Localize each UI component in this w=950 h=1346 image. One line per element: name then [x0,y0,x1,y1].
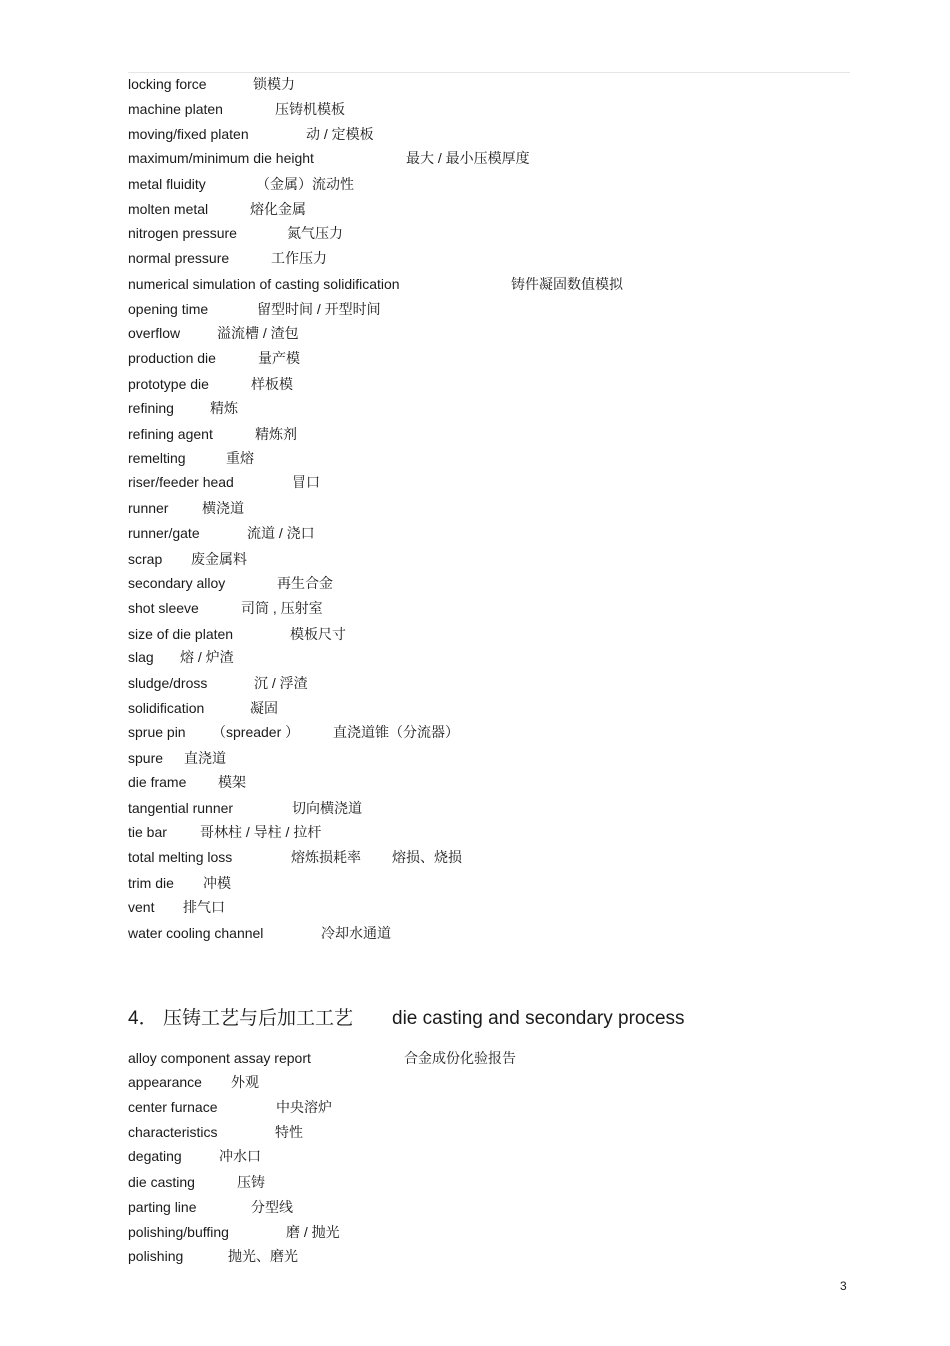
term-en: solidification [128,700,205,716]
term-zh: 冷却水通道 [321,925,391,941]
term-zh: 铸件凝固数值模拟 [511,276,623,292]
term-en: machine platen [128,101,223,117]
term-en: production die [128,350,216,366]
term-zh: 氮气压力 [287,225,343,241]
term-zh: 司筒 , 压射室 [241,600,323,616]
term-zh: 中央溶炉 [276,1099,332,1115]
term-en: moving/fixed platen [128,126,249,142]
term-zh: 合金成份化验报告 [404,1050,516,1066]
term-zh: 抛光、磨光 [228,1248,298,1264]
term-zh: 熔炼损耗率 [291,849,361,865]
term-zh: 切向横浇道 [292,800,362,816]
section-title-en: die casting and secondary process [392,1008,685,1029]
term-zh-alt: 熔损、烧损 [392,849,462,865]
term-aside: （spreader ） [212,724,300,740]
term-en: die casting [128,1174,195,1190]
term-en: prototype die [128,376,209,392]
term-zh: 凝固 [250,700,278,716]
term-en: polishing [128,1248,184,1264]
term-zh: 重熔 [226,450,254,466]
term-zh: 哥林柱 / 导柱 / 拉杆 [200,824,322,840]
term-zh: 留型时间 / 开型时间 [257,301,381,317]
term-zh: 排气口 [183,899,225,915]
term-zh: 熔化金属 [250,201,306,217]
term-en: normal pressure [128,250,230,266]
term-zh: 分型线 [251,1199,293,1215]
term-en: runner/gate [128,525,200,541]
term-en: polishing/buffing [128,1224,229,1240]
term-en: sludge/dross [128,675,208,691]
term-en: opening time [128,301,209,317]
term-en: die frame [128,774,187,790]
term-en: trim die [128,875,174,891]
term-zh: 量产模 [258,350,300,366]
term-zh: 直浇道锥（分流器） [333,724,459,740]
term-zh: 样板模 [251,376,293,392]
term-zh: 冲水口 [219,1148,261,1164]
term-en: molten metal [128,201,209,217]
term-en: characteristics [128,1124,218,1140]
term-en: spure [128,750,164,766]
term-zh: 特性 [275,1124,303,1140]
term-zh: 模架 [218,774,246,790]
header-rule [128,72,850,73]
term-en: riser/feeder head [128,474,234,490]
term-en: degating [128,1148,182,1164]
term-en: sprue pin [128,724,186,740]
term-en: total melting loss [128,849,233,865]
term-en: locking force [128,76,207,92]
term-en: scrap [128,551,163,567]
term-zh: 冲模 [203,875,231,891]
term-zh: （金属）流动性 [256,176,354,192]
term-zh: 溢流槽 / 渣包 [217,325,299,341]
term-en: overflow [128,325,181,341]
term-en: maximum/minimum die height [128,150,314,166]
term-zh: 废金属料 [191,551,247,567]
term-en: parting line [128,1199,197,1215]
term-zh: 压铸 [237,1174,265,1190]
term-en: tangential runner [128,800,234,816]
section-number: 4． [128,1008,158,1029]
term-en: size of die platen [128,626,234,642]
term-en: refining agent [128,426,213,442]
section-title-zh: 压铸工艺与后加工工艺 [163,1008,354,1029]
term-en: metal fluidity [128,176,206,192]
term-zh: 直浇道 [184,750,226,766]
term-zh: 最大 / 最小压模厚度 [406,150,530,166]
term-zh: 横浇道 [202,500,244,516]
term-en: tie bar [128,824,167,840]
term-en: runner [128,500,169,516]
term-en: water cooling channel [128,925,264,941]
term-zh: 精炼 [210,400,238,416]
term-en: vent [128,899,155,915]
page-number: 3 [840,1279,847,1293]
term-en: alloy component assay report [128,1050,311,1066]
term-en: shot sleeve [128,600,199,616]
term-en: numerical simulation of casting solidification [128,276,400,292]
term-zh: 压铸机模板 [275,101,345,117]
term-en: refining [128,400,174,416]
term-zh: 锁模力 [253,76,295,92]
term-zh: 动 / 定模板 [306,126,374,142]
term-zh: 流道 / 浇口 [247,525,315,541]
term-en: secondary alloy [128,575,226,591]
term-zh: 熔 / 炉渣 [180,649,234,665]
term-zh: 沉 / 浮渣 [254,675,308,691]
term-en: remelting [128,450,186,466]
term-zh: 工作压力 [271,250,327,266]
term-en: nitrogen pressure [128,225,237,241]
term-zh: 模板尺寸 [290,626,346,642]
term-zh: 外观 [231,1074,259,1090]
term-en: slag [128,649,154,665]
term-zh: 冒口 [292,474,320,490]
term-zh: 磨 / 抛光 [286,1224,340,1240]
term-en: center furnace [128,1099,218,1115]
term-en: appearance [128,1074,202,1090]
term-zh: 再生合金 [277,575,333,591]
term-zh: 精炼剂 [255,426,297,442]
